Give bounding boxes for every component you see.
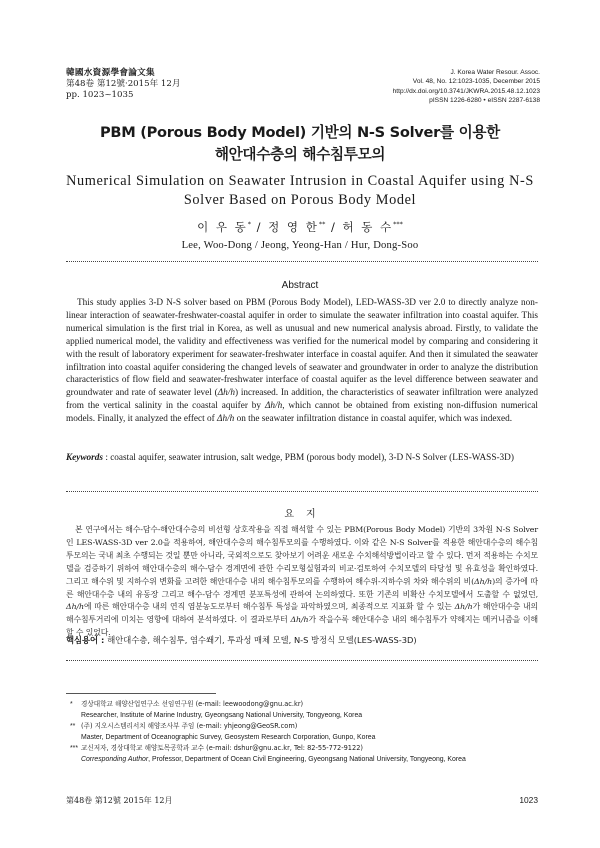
author-2-mark: ** — [318, 220, 326, 229]
korean-abstract-body — [66, 524, 538, 640]
paper-title-english — [40, 172, 560, 210]
journal-name-korean: 韓國水資源學會論文集 — [66, 68, 155, 78]
author-3: 허 동 수 — [342, 220, 394, 234]
korean-abstract-text: 가 해안대수층 내의 해수침투거리에 미치는 영향에 대하여 분석하였다. 이 결과로부터 — [66, 602, 539, 625]
keywords-korean-label: 핵심용어 : — [66, 635, 105, 645]
footnote-mark: *** — [70, 745, 79, 753]
footnote-2 — [70, 721, 540, 733]
divider-dotted — [66, 660, 538, 661]
korean-abstract-text: 가 작을수록 해안대수층 내의 해수침투가 약해지는 메커니즘을 이해할 수 있었다. — [66, 615, 538, 638]
journal-header-right — [393, 68, 540, 106]
korean-abstract-text: 본 연구에서는 해수-담수-해안대수층의 비선형 상호작용을 직접 해석할 수 있는 PBM(Porous Body Model) 기반의 3차원 N-S Solver인 LES-WASS-3D ver 2.0을 적용하여, 해안대수층의 해수침투모의를 수행하였다. 이와 같은 N-S Solver를 적용한 해안대수층의 해수침투모의는 국내 최초 수행되는 것일 뿐만 아니라, 국외적으로도 찾아보기 어려운 새로운 수치해석방법이라고 할 수 있다. 먼저 적용하는 수치모델을 검증하기 위하여 해안대수층의 해수-담수 경계면에 관한 수리모형실험과의 비교·검토하여 수치모델의 타당성 및 유효성을 확인하였다. 그리고 해수위 및 지하수위 변화를 고려한 해안대수층 내의 해수침투모의를 수행하여 해수위-지하수위 차와 해수위의 비( — [66, 525, 538, 586]
title-english-line1: Numerical Simulation on Seawater Intrusion in Coastal Aquifer using N-S — [66, 173, 534, 189]
author-3-mark: *** — [393, 220, 403, 229]
footnotes — [70, 699, 540, 766]
authors-english: Lee, Woo-Dong / Jeong, Yeong-Han / Hur, Dong-Soo — [181, 240, 419, 251]
paper-title-korean — [40, 122, 560, 166]
footnote-english-text: , Professor, Department of Ocean Civil Engineering, Gyeongsang National University, Tongyeong, Korea — [148, 755, 466, 763]
abstract-body — [66, 297, 538, 426]
korean-abstract-text: )의 증가에 따른 해안대수층 내의 유동장 그리고 해수-담수 경계면 분포특성에 관하여 논의하였다. 또한 기존의 비확산 수치모델에서 도출할 수 없었던, — [66, 576, 539, 599]
keywords-english — [66, 452, 538, 465]
footnote-english — [70, 755, 540, 766]
footnote-english: Researcher, Institute of Marine Industry, Gyeongsang National University, Tongyeong, Korea — [81, 711, 363, 719]
title-korean-line1: PBM (Porous Body Model) 기반의 N-S Solver를 이용한 — [100, 124, 500, 141]
footnote-3 — [70, 743, 540, 755]
page-range: pp. 1023~1035 — [66, 90, 134, 100]
journal-header-left — [66, 68, 180, 101]
abstract-text: , which cannot be obtained from existing non-diffusion numerical models. Finally, it analyzed the effect of — [66, 401, 538, 425]
math-dh-h: Δh/h — [217, 388, 235, 399]
korean-abstract-text: 에 따른 해안대수층 내의 연직 염분농도로부터 해수침투 특성을 파악하였으며, 최종적으로 지표화 할 수 있는 — [84, 602, 455, 612]
keywords-korean-list: 해안대수층, 해수침투, 염수쐐기, 투과성 매체 모델, N-S 방정식 모델(LES-WASS-3D) — [107, 635, 417, 645]
footnote-korean: (주) 지오시스템리서치 해양조사부 주임 (e-mail: yhjeong@GeoSR.com) — [81, 722, 298, 731]
author-1: 이 우 동 — [197, 220, 248, 234]
math-dh-h: Δh/h — [264, 401, 283, 412]
footnote-rule — [66, 693, 216, 694]
issn: pISSN 1226-6280 • eISSN 2287-6138 — [429, 97, 540, 105]
keywords-label: Keywords — [66, 453, 103, 463]
abstract-text: This study applies 3-D N-S solver based on PBM (Porous Body Model), LED-WASS-3D ver 2.0 to directly analyze non-linear interaction of seawater-freshwater-coastal aquifer in order to simulate the seawater infiltration into coastal aquifer. This numerical simulation is the first trial in Korea, as well as unusual and new numerical analysis abroad. Firstly, to validate the applied numerical model, the validity and effectiveness was verified for the numerical model by comparing and considering it with the result of laboratory experiment for seawater-freshwater interface in coastal aquifer. And then it simulated the seawater infiltration into coastal aquifer considering the changed levels of seawater and groundwater in order to analyze the distribution characteristics of flow field and seawater-freshwater interface of coastal aquifer as the level difference between seawater and groundwater and rate of seawater level ( — [66, 298, 538, 399]
title-english-line2: Solver Based on Porous Body Model — [183, 192, 417, 208]
journal-name-english: J. Korea Water Resour. Assoc. — [450, 69, 540, 76]
keywords-korean — [66, 634, 538, 646]
author-2: 정 영 한 — [268, 220, 319, 234]
math-dh-h: Δh/h — [474, 576, 493, 586]
footnote-english: Master, Department of Oceanographic Survey, Geosystem Research Corporation, Gunpo, Korea — [81, 733, 376, 741]
divider-dotted — [66, 491, 538, 492]
divider-dotted — [66, 261, 538, 262]
page-number: 1023 — [519, 795, 538, 805]
footnote-mark: ** — [70, 723, 76, 731]
page-footer-volume: 第48卷 第12號 2015年 12月 — [66, 796, 173, 805]
footnote-1 — [70, 699, 540, 711]
author-separator: / — [325, 220, 343, 234]
volume-korean: 第48卷 第12號·2015年 12月 — [66, 79, 181, 89]
keywords-list: : coastal aquifer, seawater intrusion, salt wedge, PBM (porous body model), 3-D N-S Solver (LES-WASS-3D) — [103, 453, 514, 463]
math-dh-h: Δh/h — [66, 602, 85, 612]
doi-link[interactable]: http://dx.doi.org/10.3741/JKWRA.2015.48.12.1023 — [392, 87, 540, 95]
footnote-korean: 교신저자, 경상대학교 해양토목공학과 교수 (e-mail: dshur@gnu.ac.kr, Tel: 82-55-772-9122) — [81, 744, 363, 753]
math-dh-h: Δh/h — [217, 414, 235, 425]
footnote-korean: 경상대학교 해양산업연구소 선임연구원 (e-mail: leewoodong@gnu.ac.kr) — [81, 700, 304, 708]
title-korean-line2: 해안대수층의 해수침투모의 — [214, 146, 386, 163]
author-separator: / — [250, 220, 269, 234]
abstract-heading: Abstract — [281, 280, 319, 291]
corresponding-author-label: Corresponding Author — [81, 755, 149, 763]
author-1-mark: * — [247, 220, 251, 229]
authors-korean — [40, 219, 560, 235]
math-dh-h: Δh/h — [290, 615, 309, 625]
volume-english: Vol. 48, No. 12:1023-1035, December 2015 — [412, 78, 540, 86]
abstract-text: ) increased. In addition, the characteristics of seawater infiltration were analyzed from the vertical salinity in the coastal aquifer by — [66, 388, 538, 412]
footnote-mark: * — [70, 701, 73, 708]
yoji-heading: 요지 — [284, 509, 328, 520]
abstract-text: on the seawater infiltration distance in coastal aquifer, which was indexed. — [234, 414, 513, 425]
math-dh-h: Δh/h — [454, 602, 473, 612]
